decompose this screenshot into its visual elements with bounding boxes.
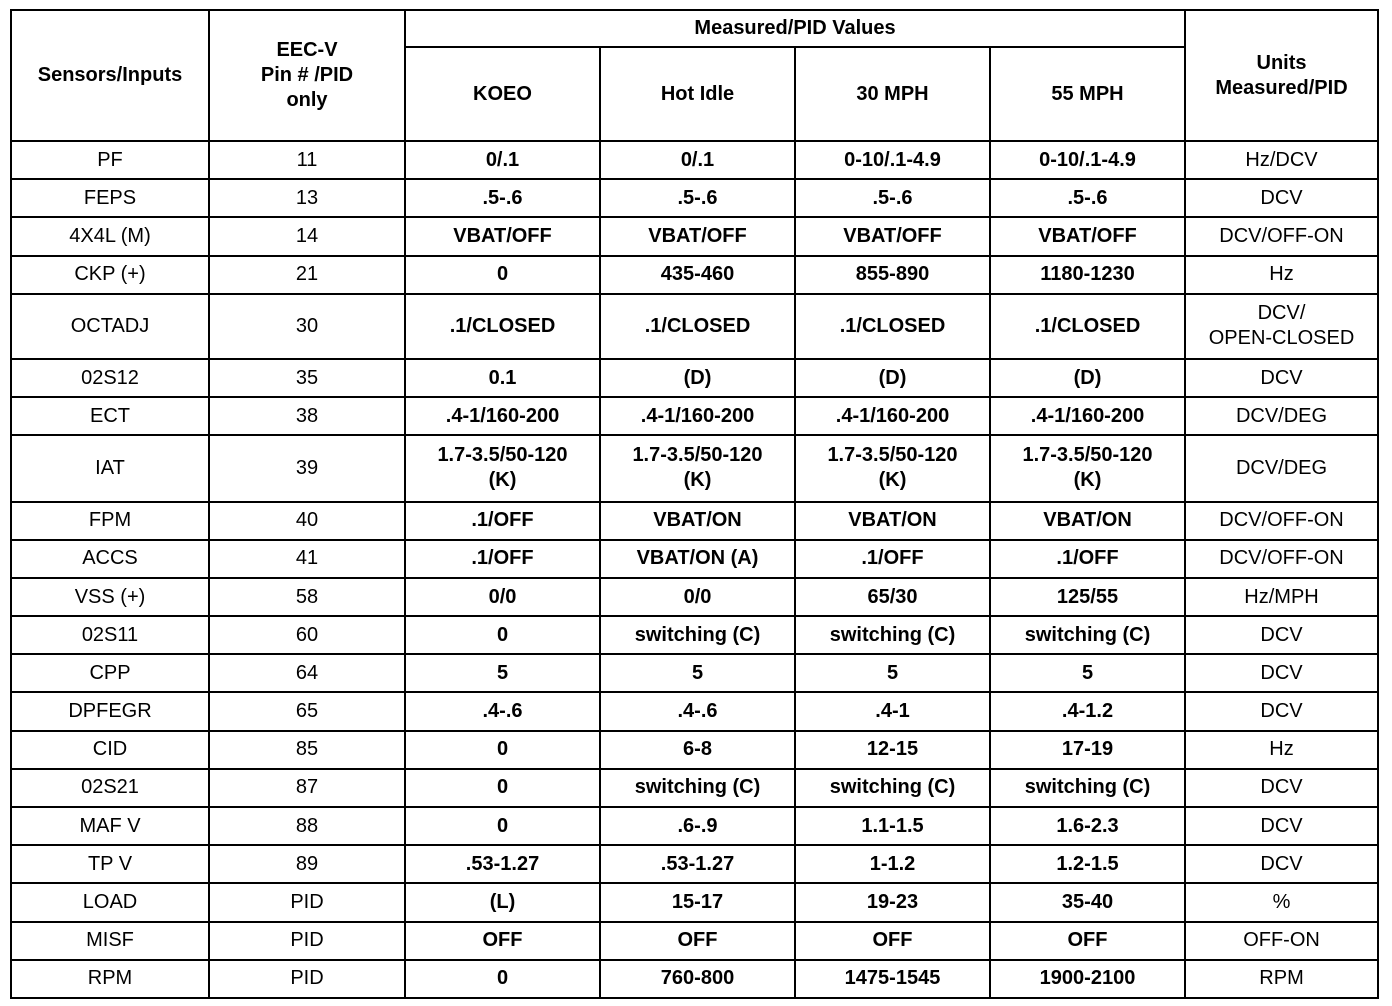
mph55-cell: 1900-2100: [990, 960, 1185, 998]
hot-idle-cell: (D): [600, 359, 795, 397]
units-cell: DCV: [1185, 179, 1378, 217]
units-cell: Hz/MPH: [1185, 578, 1378, 616]
header-koeo: KOEO: [405, 47, 600, 141]
sensor-cell: MAF V: [11, 807, 209, 845]
mph30-cell: .4-1/160-200: [795, 397, 990, 435]
hot-idle-cell: VBAT/ON (A): [600, 540, 795, 578]
header-units: Units Measured/PID: [1185, 10, 1378, 141]
table-row: [11, 141, 1378, 179]
pin-cell: 21: [209, 256, 405, 294]
units-cell: OFF-ON: [1185, 922, 1378, 960]
table-row: [11, 540, 1378, 578]
mph30-cell: 1475-1545: [795, 960, 990, 998]
sensor-cell: 4X4L (M): [11, 217, 209, 255]
sensor-cell: LOAD: [11, 883, 209, 921]
koeo-cell: .4-1/160-200: [405, 397, 600, 435]
mph55-cell: 1.2-1.5: [990, 845, 1185, 883]
mph30-cell: switching (C): [795, 769, 990, 807]
hot-idle-cell: 6-8: [600, 731, 795, 769]
table-row: [11, 769, 1378, 807]
mph30-cell: 1.7-3.5/50-120 (K): [795, 435, 990, 501]
mph55-cell: switching (C): [990, 769, 1185, 807]
table-row: [11, 654, 1378, 692]
units-cell: RPM: [1185, 960, 1378, 998]
pin-cell: 87: [209, 769, 405, 807]
hot-idle-cell: 0/.1: [600, 141, 795, 179]
koeo-cell: 0: [405, 960, 600, 998]
mph55-cell: 1.7-3.5/50-120 (K): [990, 435, 1185, 501]
pin-cell: PID: [209, 922, 405, 960]
hot-idle-cell: .1/CLOSED: [600, 294, 795, 359]
sensor-cell: OCTADJ: [11, 294, 209, 359]
units-cell: Hz: [1185, 731, 1378, 769]
sensor-cell: PF: [11, 141, 209, 179]
mph30-cell: switching (C): [795, 616, 990, 654]
sensor-cell: DPFEGR: [11, 692, 209, 730]
mph30-cell: .4-1: [795, 692, 990, 730]
pin-cell: 11: [209, 141, 405, 179]
table-row: [11, 845, 1378, 883]
sensor-cell: CID: [11, 731, 209, 769]
sensor-cell: IAT: [11, 435, 209, 501]
mph55-cell: OFF: [990, 922, 1185, 960]
pin-cell: 41: [209, 540, 405, 578]
pin-cell: 13: [209, 179, 405, 217]
mph55-cell: 17-19: [990, 731, 1185, 769]
mph30-cell: .5-.6: [795, 179, 990, 217]
sensor-cell: VSS (+): [11, 578, 209, 616]
units-cell: DCV/DEG: [1185, 397, 1378, 435]
units-cell: %: [1185, 883, 1378, 921]
pin-cell: 40: [209, 502, 405, 540]
mph30-cell: VBAT/OFF: [795, 217, 990, 255]
hot-idle-cell: 15-17: [600, 883, 795, 921]
units-cell: Hz/DCV: [1185, 141, 1378, 179]
table-row: [11, 616, 1378, 654]
units-cell: DCV: [1185, 807, 1378, 845]
sensor-cell: FPM: [11, 502, 209, 540]
koeo-cell: 0/.1: [405, 141, 600, 179]
mph30-cell: 0-10/.1-4.9: [795, 141, 990, 179]
mph55-cell: .1/OFF: [990, 540, 1185, 578]
mph55-cell: 1180-1230: [990, 256, 1185, 294]
mph55-cell: 35-40: [990, 883, 1185, 921]
table-row: [11, 397, 1378, 435]
sensor-cell: MISF: [11, 922, 209, 960]
pin-cell: 88: [209, 807, 405, 845]
mph55-cell: .5-.6: [990, 179, 1185, 217]
sensor-cell: FEPS: [11, 179, 209, 217]
hot-idle-cell: OFF: [600, 922, 795, 960]
koeo-cell: (L): [405, 883, 600, 921]
koeo-cell: 0.1: [405, 359, 600, 397]
pin-cell: 85: [209, 731, 405, 769]
mph30-cell: 65/30: [795, 578, 990, 616]
koeo-cell: 0/0: [405, 578, 600, 616]
hot-idle-cell: 0/0: [600, 578, 795, 616]
pin-cell: 65: [209, 692, 405, 730]
header-sensors: Sensors/Inputs: [11, 10, 209, 141]
header-hot-idle: Hot Idle: [600, 47, 795, 141]
units-cell: DCV: [1185, 654, 1378, 692]
mph55-cell: VBAT/OFF: [990, 217, 1185, 255]
units-cell: DCV/ OPEN-CLOSED: [1185, 294, 1378, 359]
pin-cell: 89: [209, 845, 405, 883]
table-row: [11, 179, 1378, 217]
table-row: [11, 922, 1378, 960]
units-cell: Hz: [1185, 256, 1378, 294]
mph55-cell: switching (C): [990, 616, 1185, 654]
table-row: [11, 883, 1378, 921]
koeo-cell: 0: [405, 616, 600, 654]
koeo-cell: 1.7-3.5/50-120 (K): [405, 435, 600, 501]
units-cell: DCV: [1185, 845, 1378, 883]
sensor-cell: 02S21: [11, 769, 209, 807]
sensor-cell: RPM: [11, 960, 209, 998]
koeo-cell: VBAT/OFF: [405, 217, 600, 255]
pin-cell: PID: [209, 960, 405, 998]
mph30-cell: OFF: [795, 922, 990, 960]
table-row: [11, 217, 1378, 255]
table-row: [11, 692, 1378, 730]
hot-idle-cell: 435-460: [600, 256, 795, 294]
pin-cell: 39: [209, 435, 405, 501]
units-cell: DCV/OFF-ON: [1185, 502, 1378, 540]
mph55-cell: .4-1/160-200: [990, 397, 1185, 435]
koeo-cell: .1/CLOSED: [405, 294, 600, 359]
table-row: [11, 359, 1378, 397]
table-row: [11, 435, 1378, 501]
sensor-cell: CKP (+): [11, 256, 209, 294]
table-row: [11, 960, 1378, 998]
koeo-cell: .1/OFF: [405, 502, 600, 540]
mph55-cell: .4-1.2: [990, 692, 1185, 730]
pin-cell: 64: [209, 654, 405, 692]
hot-idle-cell: 760-800: [600, 960, 795, 998]
sensor-cell: TP V: [11, 845, 209, 883]
hot-idle-cell: .6-.9: [600, 807, 795, 845]
mph30-cell: .1/CLOSED: [795, 294, 990, 359]
mph30-cell: 19-23: [795, 883, 990, 921]
hot-idle-cell: .5-.6: [600, 179, 795, 217]
table-row: [11, 256, 1378, 294]
units-cell: DCV/OFF-ON: [1185, 540, 1378, 578]
pin-cell: PID: [209, 883, 405, 921]
sensor-cell: CPP: [11, 654, 209, 692]
pin-cell: 30: [209, 294, 405, 359]
pin-cell: 60: [209, 616, 405, 654]
hot-idle-cell: VBAT/ON: [600, 502, 795, 540]
koeo-cell: 0: [405, 731, 600, 769]
sensor-cell: ECT: [11, 397, 209, 435]
koeo-cell: 0: [405, 807, 600, 845]
mph30-cell: 1.1-1.5: [795, 807, 990, 845]
header-55mph: 55 MPH: [990, 47, 1185, 141]
mph30-cell: .1/OFF: [795, 540, 990, 578]
hot-idle-cell: 1.7-3.5/50-120 (K): [600, 435, 795, 501]
koeo-cell: 0: [405, 256, 600, 294]
units-cell: DCV: [1185, 616, 1378, 654]
koeo-cell: .5-.6: [405, 179, 600, 217]
mph30-cell: 855-890: [795, 256, 990, 294]
hot-idle-cell: switching (C): [600, 769, 795, 807]
header-pin: EEC-V Pin # /PID only: [209, 10, 405, 141]
pin-cell: 35: [209, 359, 405, 397]
koeo-cell: .53-1.27: [405, 845, 600, 883]
hot-idle-cell: .4-.6: [600, 692, 795, 730]
table-row: [11, 731, 1378, 769]
mph55-cell: 0-10/.1-4.9: [990, 141, 1185, 179]
units-cell: DCV/OFF-ON: [1185, 217, 1378, 255]
table-row: [11, 294, 1378, 359]
sensor-values-table: [10, 9, 1379, 999]
hot-idle-cell: VBAT/OFF: [600, 217, 795, 255]
mph55-cell: 1.6-2.3: [990, 807, 1185, 845]
header-30mph: 30 MPH: [795, 47, 990, 141]
koeo-cell: .1/OFF: [405, 540, 600, 578]
units-cell: DCV/DEG: [1185, 435, 1378, 501]
hot-idle-cell: switching (C): [600, 616, 795, 654]
hot-idle-cell: .4-1/160-200: [600, 397, 795, 435]
header-measured-group: Measured/PID Values: [405, 10, 1185, 47]
hot-idle-cell: .53-1.27: [600, 845, 795, 883]
mph30-cell: 1-1.2: [795, 845, 990, 883]
koeo-cell: 5: [405, 654, 600, 692]
mph55-cell: (D): [990, 359, 1185, 397]
mph30-cell: (D): [795, 359, 990, 397]
table-row: [11, 578, 1378, 616]
koeo-cell: OFF: [405, 922, 600, 960]
mph55-cell: 5: [990, 654, 1185, 692]
units-cell: DCV: [1185, 769, 1378, 807]
table-row: [11, 502, 1378, 540]
mph30-cell: 12-15: [795, 731, 990, 769]
sensor-cell: 02S11: [11, 616, 209, 654]
sensor-cell: ACCS: [11, 540, 209, 578]
mph30-cell: 5: [795, 654, 990, 692]
koeo-cell: .4-.6: [405, 692, 600, 730]
pin-cell: 58: [209, 578, 405, 616]
mph55-cell: VBAT/ON: [990, 502, 1185, 540]
koeo-cell: 0: [405, 769, 600, 807]
table-row: [11, 807, 1378, 845]
units-cell: DCV: [1185, 692, 1378, 730]
hot-idle-cell: 5: [600, 654, 795, 692]
pin-cell: 38: [209, 397, 405, 435]
mph55-cell: .1/CLOSED: [990, 294, 1185, 359]
mph30-cell: VBAT/ON: [795, 502, 990, 540]
units-cell: DCV: [1185, 359, 1378, 397]
sensor-cell: 02S12: [11, 359, 209, 397]
pin-cell: 14: [209, 217, 405, 255]
mph55-cell: 125/55: [990, 578, 1185, 616]
